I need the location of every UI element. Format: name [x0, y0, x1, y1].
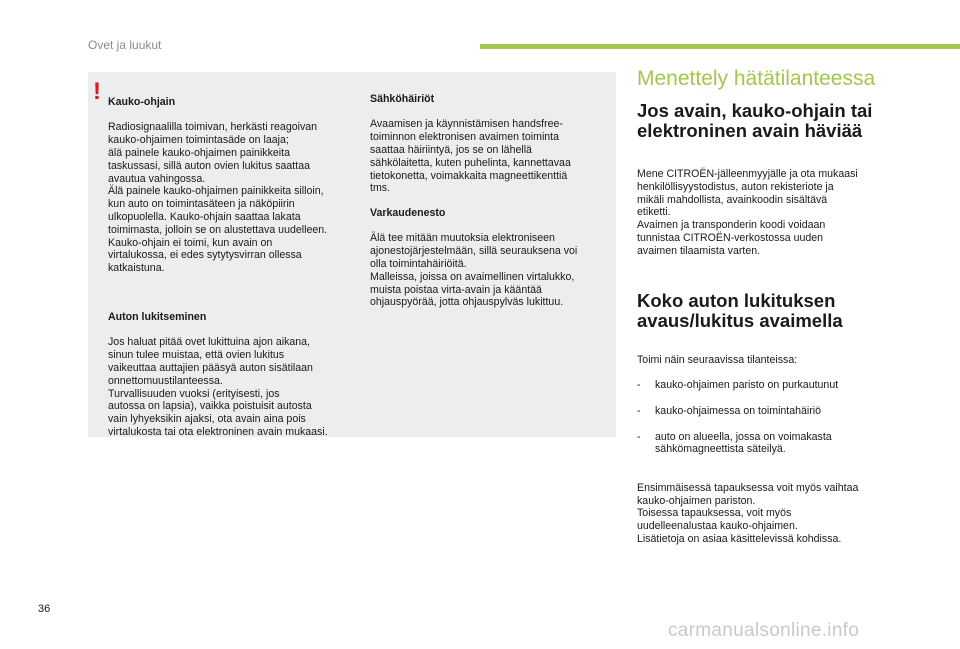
full-lock-list — [637, 367, 907, 469]
anti-theft-title: Varkaudenesto — [370, 206, 446, 219]
watermark: carmanualsonline.info — [668, 620, 860, 641]
list-dash: - — [637, 430, 641, 443]
list-item — [637, 405, 907, 418]
remote-warning-text: Radiosignaalilla toimivan, herkästi reagoivan kauko-ohjaimen toimintasäde on laaja; älä painele kauko-ohjaimen painikkeita taskussasi, sillä auton ovien lukitus saattaa avautua vahingossa. Älä painele kauko-ohjaimen painikkeita silloin, kun auto on toimintasäteen ja näköpiirin ulkopuolella. Kauko-ohjain saattaa lakata toimimasta, jolloin se on alustettava uudelleen. Kauko-ohjain ei toimi, kun avain on virtalukossa, ei edes sytytysvirran ollessa katkaistuna. — [108, 121, 328, 275]
exclamation-icon: ! — [93, 78, 101, 105]
auto-lock-title: Auton lukitseminen — [108, 310, 207, 323]
interference-text: Avaamisen ja käynnistämisen handsfree- toiminnon elektronisen avaimen toiminta saattaa häiriintyä, jos se on lähellä sähkölaitetta, kuten puhelinta, kannettavaa tietokonetta, voimakkaita magneettikenttiä tms. — [370, 118, 571, 195]
anti-theft-text: Älä tee mitään muutoksia elektroniseen ajonestojärjestelmään, sillä seurauksena voi olla toimintahäiriöitä. Malleissa, joissa on avaimellinen virtalukko, muista poistaa virta-avain ja kääntää ohjauspyörää, jotta ohjauspylväs lukittuu. — [370, 232, 578, 309]
lost-key-heading: Jos avain, kauko-ohjain tai elektroninen avain häviää — [637, 100, 873, 141]
list-item — [637, 431, 907, 457]
list-dash: - — [637, 404, 641, 417]
header-accent-bar — [480, 44, 960, 49]
interference-block — [370, 80, 610, 195]
list-item — [637, 379, 907, 392]
section-title: Menettely hätätilanteessa — [637, 67, 876, 90]
list-item-text: kauko-ohjaimen paristo on purkautunut — [655, 379, 839, 392]
remote-warning-block — [108, 83, 358, 275]
anti-theft-block — [370, 194, 610, 309]
lost-key-text: Mene CITROËN-jälleenmyyjälle ja ota mukaasi henkilöllisyystodistus, auton rekisteriote ja mikäli mahdollista, avainkoodin sisältävä etiketti. Avaimen ja transponderin koodi voidaan tunnistaa CITROËN-verkostossa uuden avaimen tilaamista varten. — [637, 168, 858, 257]
interference-title: Sähköhäiriöt — [370, 92, 435, 105]
full-lock-heading: Koko auton lukituksen avaus/lukitus avaimella — [637, 290, 843, 331]
full-lock-outro: Ensimmäisessä tapauksessa voit myös vaihtaa kauko-ohjaimen pariston. Toisessa tapauksessa, voit myös uudelleenalustaa kauko-ohjaimen. Lisätietoja on asiaa käsittelevissä kohdissa. — [637, 481, 859, 545]
page-number: 36 — [38, 603, 51, 615]
page-header-title: Ovet ja luukut — [88, 38, 162, 52]
auto-lock-block — [108, 298, 358, 439]
auto-lock-text: Jos haluat pitää ovet lukittuina ajon aikana, sinun tulee muistaa, että ovien lukitus vaikeuttaa auttajien pääsyä auton sisätilaan onnettomuustilanteessa. Turvallisuuden vuoksi (erityisesti, jos autossa on lapsia), vaikka poistuisit autosta vain lyhyeksikin ajaksi, ota avain aina pois virtalukosta tai ota elektroninen avain mukaasi. — [108, 336, 328, 438]
remote-warning-title: Kauko-ohjain — [108, 95, 176, 108]
list-item-text: kauko-ohjaimessa on toimintahäiriö — [655, 404, 822, 417]
full-lock-intro: Toimi näin seuraavissa tilanteissa: — [637, 353, 798, 366]
list-item-text: auto on alueella, jossa on voimakasta sähkömagneettista säteilyä. — [655, 430, 832, 456]
list-dash: - — [637, 379, 641, 392]
full-lock-section — [637, 341, 907, 546]
